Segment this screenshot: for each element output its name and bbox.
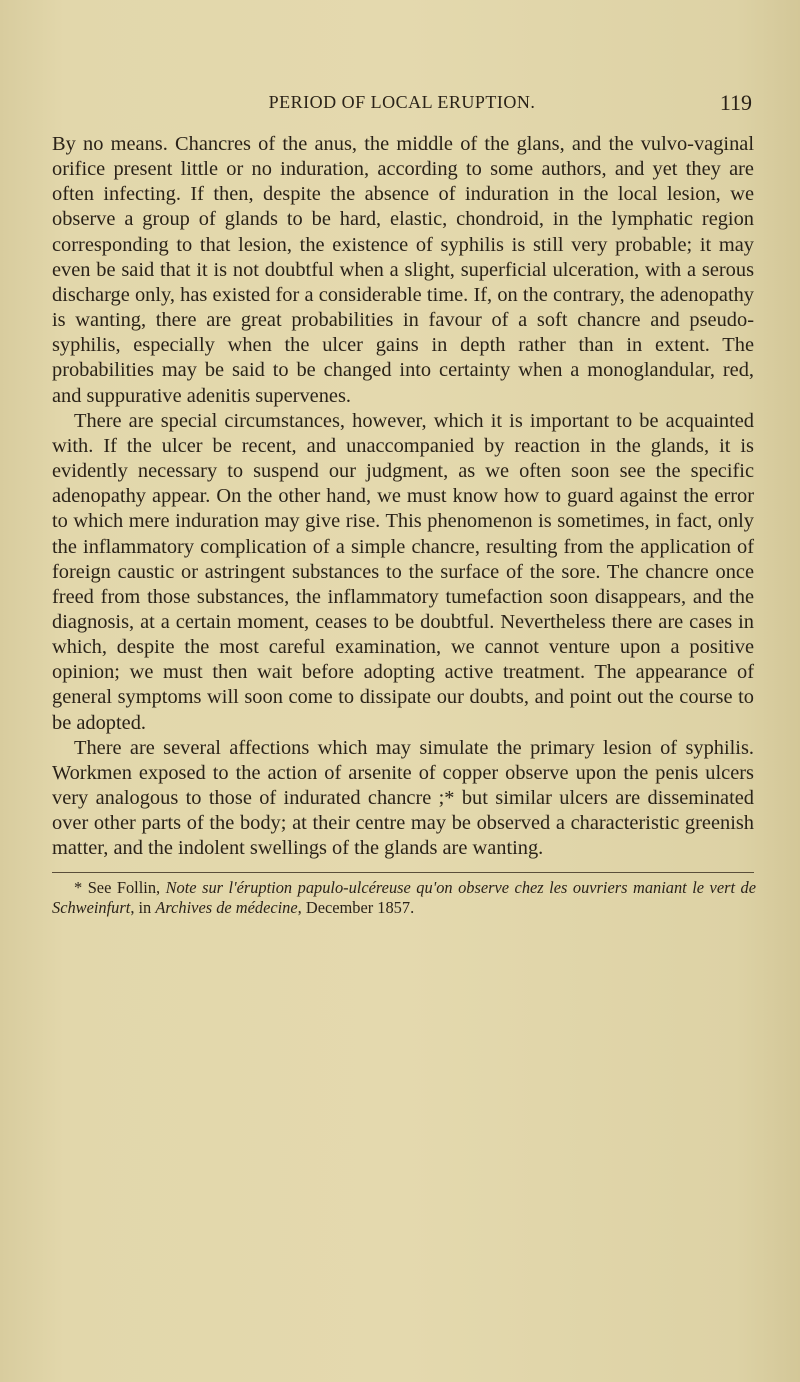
footnote-journal: Archives de médecine (155, 898, 298, 917)
footnote-marker: * See Follin, (74, 878, 166, 897)
footnote (52, 878, 756, 918)
footnote-date: , December 1857. (297, 898, 415, 917)
running-head: PERIOD OF LOCAL ERUPTION. (268, 92, 536, 112)
body-text (52, 132, 754, 862)
page-number: 119 (719, 90, 752, 115)
footnote-title: Note sur l'éruption papulo-ulcéreuse qu'on observe chez les ouvriers maniant le vert de Schweinfurt (52, 878, 757, 917)
footnote-mid: , in (130, 898, 156, 917)
paragraph-1: By no means. Chancres of the anus, the middle of the glans, and the vulvo-vaginal orifice present little or no induration, according to some authors, and yet they are often infecting. If then, despite the absence of induration in the local lesion, we observe a group of glands to be hard, elastic, chondroid, in the lymphatic region corresponding to that lesion, the existence of syphilis is still very probable; it may even be said that it is not doubtful when a slight, superficial ulceration, with a serous discharge only, has existed for a considerable time. If, on the contrary, the adenopathy is wanting, there are great probabilities in favour of a soft chancre and pseudo-syphilis, especially when the ulcer gains in depth rather than in extent. The probabilities may be said to be changed into certainty when a monoglandular, red, and suppurative adenitis supervenes. (52, 133, 754, 407)
page-header (52, 92, 752, 122)
paragraph-3: There are several affections which may simulate the primary lesion of syphilis. Workmen exposed to the action of arsenite of copper observe upon the penis ulcers very analogous to those of indurated chancre ;* but similar ulcers are disseminated over other parts of the body; at their centre may be observed a characteristic greenish matter, and the indolent swellings of the glands are wanting. (52, 736, 754, 860)
footnote-divider (52, 872, 754, 873)
paragraph-2: There are special circumstances, however, which it is important to be acquainted with. If the ulcer be recent, and unaccompanied by reaction in the glands, it is evidently necessary to suspend our judgment, as we often soon see the specific adenopathy appear. On the other hand, we must know how to guard against the error to which mere induration may give rise. This phenomenon is sometimes, in fact, only the inflammatory complication of a simple chancre, resulting from the application of foreign caustic or astringent substances to the surface of the sore. The chancre once freed from those substances, the inflammatory tumefaction soon disappears, and the diagnosis, at a certain moment, ceases to be doubtful. Nevertheless there are cases in which, despite the most careful examination, we cannot venture upon a positive opinion; we must then wait before adopting active treatment. The appearance of general symptoms will soon come to dissipate our doubts, and point out the course to be adopted. (52, 409, 754, 734)
